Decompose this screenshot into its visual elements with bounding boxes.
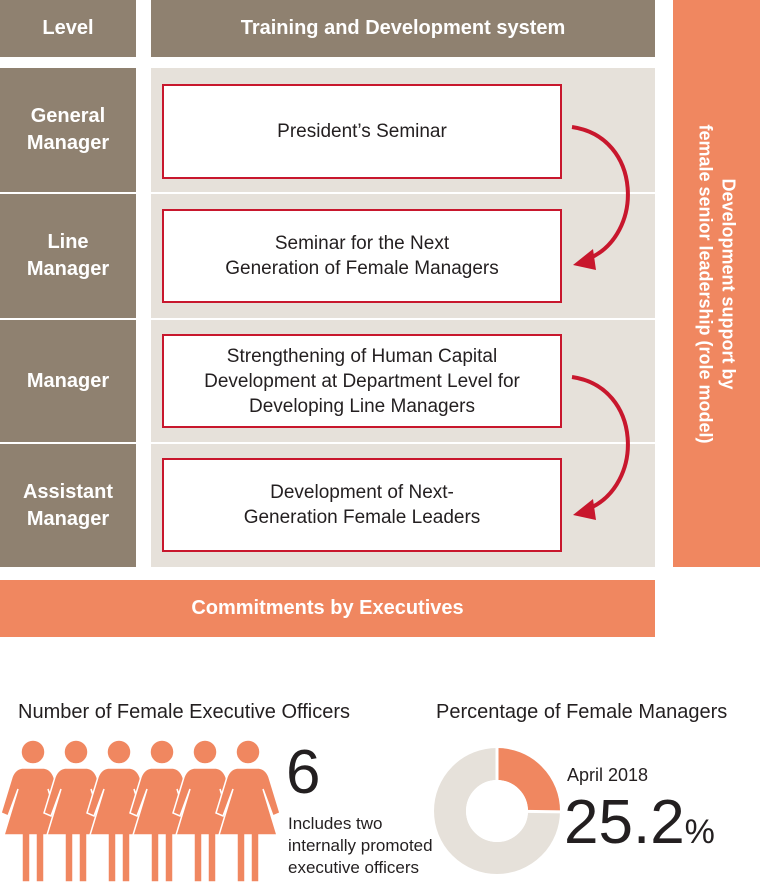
level-label-line1: Manager [26, 369, 110, 392]
level-label-line2: Manager [26, 132, 110, 154]
system-header-label: Training and Development system [240, 17, 566, 39]
system-header [151, 0, 655, 57]
senior-leadership-support-bar [673, 0, 760, 567]
flow-arrows [560, 110, 655, 530]
arrowhead-icon [573, 249, 596, 270]
program-line1: Development of Next- [270, 482, 454, 503]
woman-icon [216, 740, 280, 882]
level-label-line1: Assistant [22, 480, 114, 503]
managers-title: Percentage of Female Managers [436, 701, 728, 723]
executives-note-line1: Includes two [288, 814, 383, 833]
level-label-line2: Manager [26, 258, 110, 280]
program-line1: President’s Seminar [277, 121, 447, 142]
managers-percentage [564, 788, 715, 858]
program-line2: Generation of Female Managers [225, 258, 499, 279]
program-next-generation-female-leaders [162, 458, 562, 552]
program-line2: Development at Department Level for [204, 370, 520, 392]
program-line3: Developing Line Managers [248, 395, 476, 417]
executives-note-line2: internally promoted [288, 836, 433, 855]
level-manager [0, 320, 136, 442]
executives-title: Number of Female Executive Officers [18, 701, 350, 723]
level-label-line2: Manager [26, 507, 110, 530]
commitments-bar [0, 580, 655, 637]
program-line1: Strengthening of Human Capital [226, 345, 498, 367]
program-presidents-seminar [162, 84, 562, 179]
commitments-label: Commitments by Executives [191, 597, 464, 619]
level-label-line1: Line [47, 231, 89, 253]
program-human-capital-development [162, 334, 562, 428]
executives-count: 6 [286, 738, 321, 807]
executives-note [288, 813, 433, 879]
level-label-line1: General [30, 105, 106, 127]
level-general-manager [0, 68, 136, 192]
managers-donut-chart [431, 745, 563, 877]
program-line2: Generation Female Leaders [243, 507, 481, 528]
program-next-generation-female-managers [162, 209, 562, 303]
donut-hole [466, 780, 528, 842]
arrowhead-icon [573, 499, 596, 520]
curved-arrow-icon [572, 127, 628, 259]
level-line-manager [0, 194, 136, 318]
female-figures [0, 740, 282, 882]
curved-arrow-icon [572, 377, 628, 509]
managers-unit: % [684, 813, 715, 851]
side-bar-line1: Development support by [718, 177, 739, 390]
side-bar-line2: female senior leadership (role model) [695, 123, 716, 444]
level-header [0, 0, 136, 57]
managers-value: 25.2 [564, 788, 685, 857]
program-line1: Seminar for the Next [274, 233, 450, 254]
executives-note-line3: executive officers [288, 858, 420, 877]
level-header-label: Level [42, 17, 94, 39]
managers-date: April 2018 [567, 765, 649, 785]
level-assistant-manager [0, 444, 136, 567]
